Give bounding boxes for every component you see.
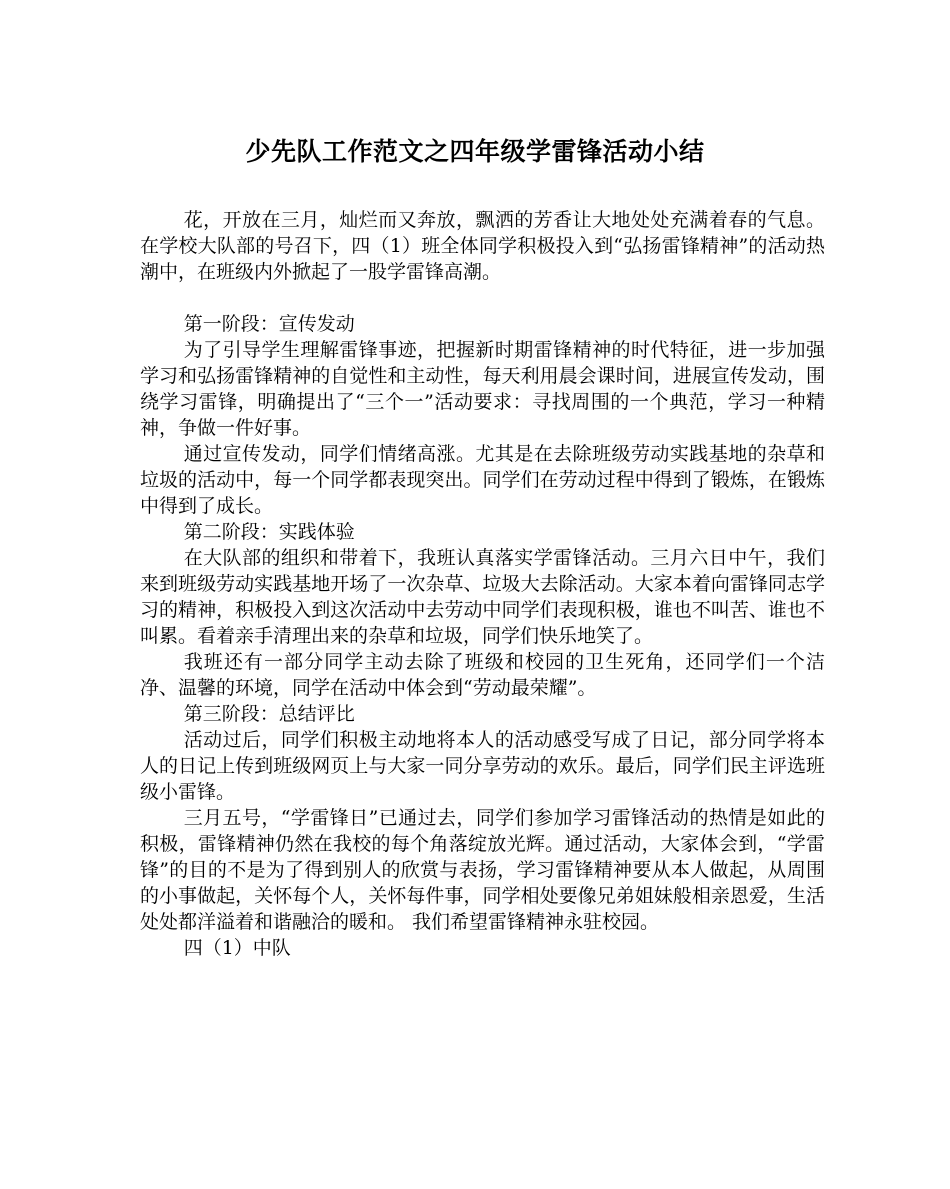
stage-two-heading: 第二阶段：实践体验	[183, 521, 355, 543]
stage-two-paragraph-1: 在大队部的组织和带着下，我班认真落实学雷锋活动。三月六日中午，我们来到班级劳动实践基地开场了一次杂草、垃圾大去除活动。大家本着向雷锋同志学习的精神，积极投入到这次活动中去劳动中同学们表现积极，谁也不叫苦、谁也不叫累。看着亲手清理出来的杂草和垃圾，同学们快乐地笑了。	[140, 547, 825, 647]
document-title: 少先队工作范文之四年级学雷锋活动小结	[245, 137, 705, 166]
stage-one-paragraph-1: 为了引导学生理解雷锋事迹，把握新时期雷锋精神的时代特征，进一步加强学习和弘扬雷锋精神的自觉性和主动性，每天利用晨会课时间，进展宣传发动，围绕学习雷锋，明确提出了“三个一”活动要求：寻找周围的一个典范，学习一种精神，争做一件好事。	[140, 339, 825, 439]
conclusion-paragraph: 三月五号，“学雷锋日”已通过去，同学们参加学习雷锋活动的热情是如此的积极，雷锋精神仍然在我校的每个角落绽放光辉。通过活动，大家体会到，“学雷锋”的目的不是为了得到别人的欣赏与表扬，学习雷锋精神要从本人做起，从周围的小事做起，关怀每个人，关怀每件事，同学相处要像兄弟姐妹般相亲恩爱，生活处处都洋溢着和谐融洽的暖和。 我们希望雷锋精神永驻校园。	[140, 807, 825, 933]
stage-one-paragraph-2: 通过宣传发动，同学们情绪高涨。尤其是在去除班级劳动实践基地的杂草和垃圾的活动中，每一个同学都表现突出。同学们在劳动过程中得到了锻炼，在锻炼中得到了成长。	[140, 443, 825, 517]
stage-three-paragraph: 活动过后，同学们积极主动地将本人的活动感受写成了日记，部分同学将本人的日记上传到班级网页上与大家一同分享劳动的欢乐。最后，同学们民主评选班级小雷锋。	[140, 729, 825, 803]
document-body	[140, 207, 825, 961]
stage-three-heading: 第三阶段：总结评比	[183, 703, 355, 725]
stage-two-paragraph-2: 我班还有一部分同学主动去除了班级和校园的卫生死角，还同学们一个洁净、温馨的环境，同学在活动中体会到“劳动最荣耀”。	[140, 651, 825, 699]
signature: 四（1）中队	[183, 937, 291, 959]
stage-one-heading: 第一阶段：宣传发动	[183, 313, 355, 335]
intro-paragraph: 花，开放在三月，灿烂而又奔放，飘洒的芳香让大地处处充满着春的气息。在学校大队部的号召下，四（1）班全体同学积极投入到“弘扬雷锋精神”的活动热潮中，在班级内外掀起了一股学雷锋高潮。	[140, 209, 825, 283]
